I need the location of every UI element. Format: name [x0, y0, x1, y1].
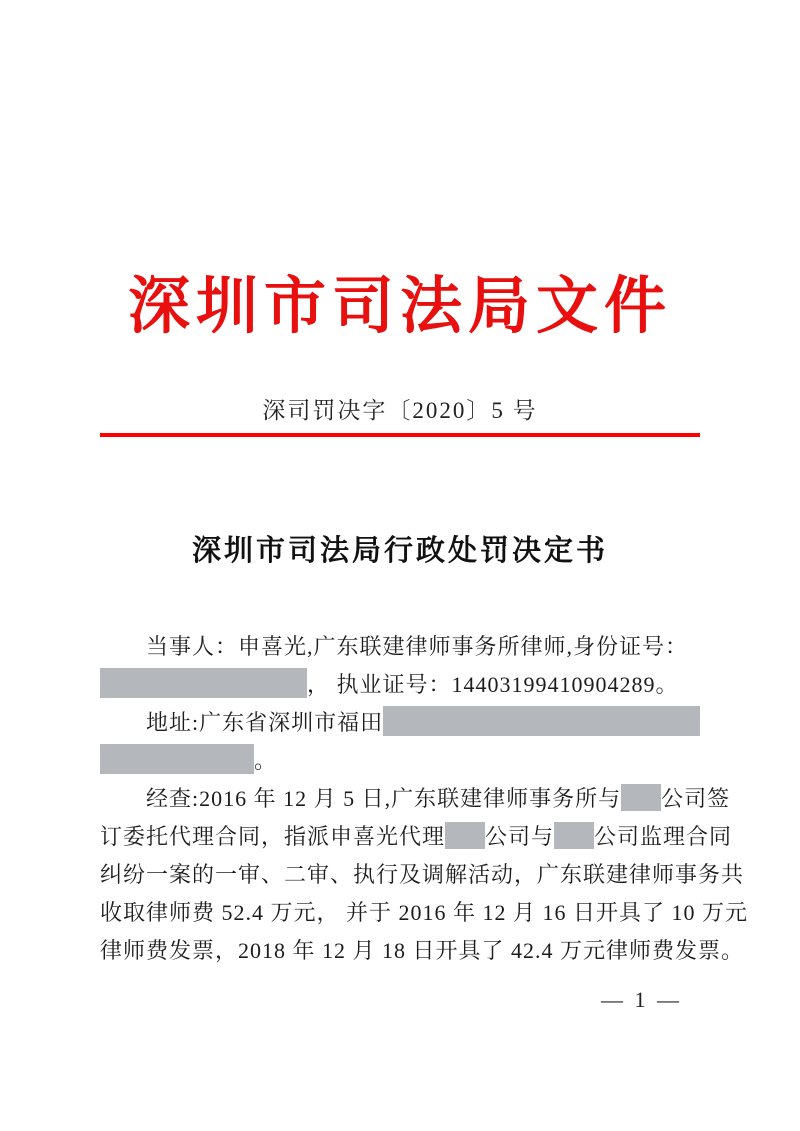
letterhead-title: 深圳市司法局文件 — [127, 273, 672, 341]
body-text: 公司签 — [661, 785, 731, 811]
body-text: 收取律师费 52.4 万元， 并于 2016 年 12 月 16 日开具了 10 万元 — [100, 899, 749, 925]
body-text: 公司与 — [485, 823, 555, 849]
redaction-box — [100, 668, 307, 698]
red-divider-line — [100, 433, 700, 437]
body-line — [100, 892, 749, 930]
redaction-box — [383, 706, 700, 736]
redaction-box — [100, 744, 254, 774]
body-text: 当事人：申喜光,广东联建律师事务所律师,身份证号： — [146, 633, 689, 659]
redaction-box — [554, 822, 594, 849]
body-text: 经查:2016 年 12 月 5 日,广东联建律师事务所与 — [146, 785, 622, 811]
redaction-box — [621, 784, 661, 811]
document-body — [100, 626, 749, 968]
body-line — [100, 626, 700, 664]
body-text: 地址:广东省深圳市福田 — [146, 709, 384, 735]
body-line — [100, 702, 700, 740]
body-line — [100, 930, 745, 968]
redaction-box — [445, 822, 485, 849]
body-line — [100, 854, 745, 892]
body-text: 纠纷一案的一审、二审、执行及调解活动，广东联建律师事务共 — [100, 861, 745, 887]
body-text: 订委托代理合同，指派申喜光代理 — [100, 823, 446, 849]
decision-title: 深圳市司法局行政处罚决定书 — [191, 535, 608, 567]
body-text: 。 — [254, 747, 278, 773]
body-line — [100, 816, 733, 854]
body-text: 公司监理合同 — [594, 823, 733, 849]
body-line — [100, 778, 731, 816]
body-line — [100, 664, 700, 702]
body-text: 律师费发票，2018 年 12 月 18 日开具了 42.4 万元律师费发票。 — [100, 937, 745, 963]
page-number: — 1 — — [601, 987, 682, 1012]
body-text: ， 执业证号：14403199410904289。 — [307, 671, 679, 697]
document-number: 深司罚决字〔2020〕5 号 — [262, 398, 538, 423]
body-line — [100, 740, 700, 778]
